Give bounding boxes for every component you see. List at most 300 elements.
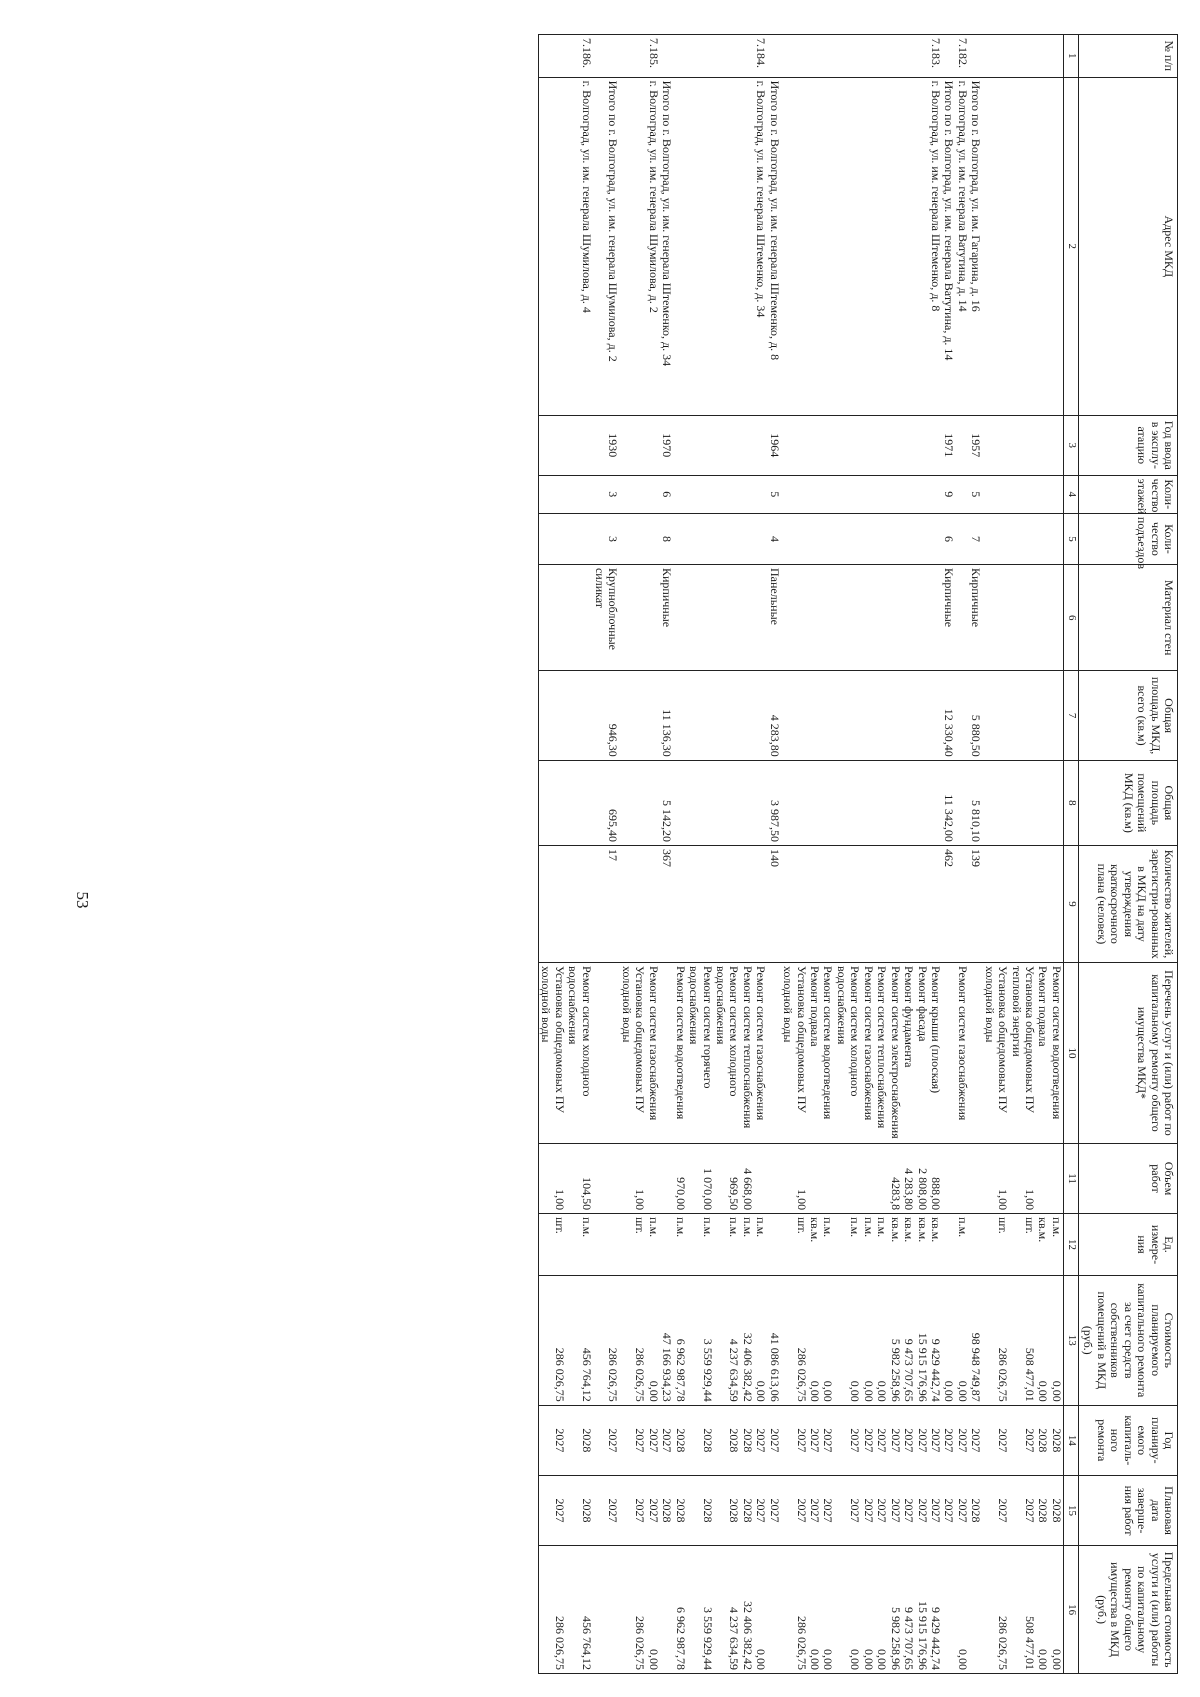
planned-cost-cell: 0,00: [646, 1275, 659, 1405]
row-number-cell: [942, 35, 955, 78]
cost-limit-cell: 0,00: [861, 1546, 874, 1674]
address-cell: [1036, 77, 1049, 415]
year-built-cell: [861, 416, 874, 476]
year-built-cell: [929, 416, 942, 476]
table-row: [808, 35, 821, 1674]
year-built-cell: 1964: [767, 416, 780, 476]
unit-cell: шт.: [538, 1214, 565, 1276]
floors-cell: [808, 475, 821, 513]
residents-cell: [646, 845, 659, 962]
planned-cost-cell: 32 406 382,42: [740, 1275, 753, 1405]
total-area-cell: 5 880,50: [969, 671, 982, 760]
year-built-cell: [538, 416, 565, 476]
planned-cost-cell: 0,00: [1050, 1275, 1064, 1405]
column-number-5: 5: [1063, 513, 1078, 564]
page-number: 53: [73, 891, 92, 909]
work-volume-cell: [660, 1143, 673, 1213]
entrances-cell: 4: [767, 513, 780, 564]
wall-material-cell: [955, 564, 968, 670]
work-volume-cell: 1 070,00: [687, 1143, 714, 1213]
completion-date-cell: 2027: [1009, 1475, 1036, 1545]
address-cell: [875, 77, 888, 415]
planned-cost-cell: 286 026,75: [538, 1275, 565, 1405]
table-header-row: [1078, 35, 1177, 1674]
completion-date-cell: 2027: [915, 1475, 928, 1545]
address-cell: Итого по г. Волгоград, ул. им. генерала Ватутина, д. 14: [942, 77, 955, 415]
address-cell: г. Волгоград, ул. им. генерала Шумилова, д. 2: [646, 77, 659, 415]
premises-area-cell: [687, 760, 714, 845]
wall-material-cell: [861, 564, 874, 670]
total-area-cell: [566, 671, 593, 760]
residents-cell: [687, 845, 714, 962]
address-cell: Итого по г. Волгоград, ул. им. Гагарина, д. 16: [969, 77, 982, 415]
planned-year-cell: 2028: [673, 1405, 686, 1475]
work-type-cell: Ремонт систем холодного водоснабжения: [566, 963, 593, 1144]
cost-limit-cell: 6 962 987,78: [673, 1546, 686, 1674]
row-number-cell: [982, 35, 1009, 78]
entrances-cell: [915, 513, 928, 564]
table-row: [1036, 35, 1049, 1674]
floors-cell: [955, 475, 968, 513]
row-number-cell: [821, 35, 834, 78]
column-number-12: 12: [1063, 1214, 1078, 1276]
year-built-cell: [1009, 416, 1036, 476]
planned-year-cell: 2028: [1050, 1405, 1064, 1475]
column-number-10: 10: [1063, 963, 1078, 1144]
floors-cell: 9: [942, 475, 955, 513]
entrances-cell: [754, 513, 767, 564]
address-cell: [687, 77, 714, 415]
work-volume-cell: [767, 1143, 780, 1213]
row-number-cell: [1050, 35, 1064, 78]
row-number-cell: [620, 35, 647, 78]
address-cell: [714, 77, 741, 415]
table-body: [538, 35, 1063, 1674]
residents-cell: [781, 845, 808, 962]
planned-cost-cell: 0,00: [875, 1275, 888, 1405]
completion-date-cell: 2028: [1050, 1475, 1064, 1545]
wall-material-cell: Кирпичные: [969, 564, 982, 670]
premises-area-cell: [955, 760, 968, 845]
unit-cell: кв.м.: [915, 1214, 928, 1276]
floors-cell: 5: [969, 475, 982, 513]
year-built-cell: [687, 416, 714, 476]
planned-cost-cell: 98 948 749,87: [969, 1275, 982, 1405]
column-header-2: Адрес МКД: [1078, 77, 1177, 415]
address-cell: Итого по г. Волгоград, ул. им. генерала Штеменко, д. 34: [660, 77, 673, 415]
work-volume-cell: 969,50: [714, 1143, 741, 1213]
work-volume-cell: 1,00: [538, 1143, 565, 1213]
address-cell: [888, 77, 901, 415]
planned-cost-cell: 9 429 442,74: [929, 1275, 942, 1405]
cost-limit-cell: 9 473 707,65: [902, 1546, 915, 1674]
entrances-cell: [620, 513, 647, 564]
total-area-cell: [888, 671, 901, 760]
planned-cost-cell: 456 764,12: [566, 1275, 593, 1405]
year-built-cell: 1930: [593, 416, 620, 476]
total-area-cell: [875, 671, 888, 760]
row-number-cell: [593, 35, 620, 78]
premises-area-cell: [646, 760, 659, 845]
premises-area-cell: 11 342,00: [942, 760, 955, 845]
residents-cell: 462: [942, 845, 955, 962]
entrances-cell: [1009, 513, 1036, 564]
work-volume-cell: [942, 1143, 955, 1213]
planned-year-cell: 2027: [646, 1405, 659, 1475]
completion-date-cell: 2027: [861, 1475, 874, 1545]
year-built-cell: [566, 416, 593, 476]
cost-limit-cell: 456 764,12: [566, 1546, 593, 1674]
work-volume-cell: [875, 1143, 888, 1213]
planned-cost-cell: 286 026,75: [982, 1275, 1009, 1405]
residents-cell: [902, 845, 915, 962]
work-type-cell: Ремонт фасада: [915, 963, 928, 1144]
floors-cell: [915, 475, 928, 513]
row-number-cell: 7.184.: [754, 35, 767, 78]
address-cell: [915, 77, 928, 415]
table-row: [673, 35, 686, 1674]
residents-cell: [1009, 845, 1036, 962]
year-built-cell: [714, 416, 741, 476]
total-area-cell: [835, 671, 862, 760]
unit-cell: п.м.: [673, 1214, 686, 1276]
residents-cell: 140: [767, 845, 780, 962]
table-row: [593, 35, 620, 1674]
planned-cost-cell: 5 982 258,96: [888, 1275, 901, 1405]
floors-cell: [875, 475, 888, 513]
column-header-6: Материал стен: [1078, 564, 1177, 670]
work-type-cell: Ремонт систем холодного водоснабжения: [835, 963, 862, 1144]
entrances-cell: [888, 513, 901, 564]
entrances-cell: [835, 513, 862, 564]
completion-date-cell: 2028: [673, 1475, 686, 1545]
row-number-cell: [902, 35, 915, 78]
address-cell: [1050, 77, 1064, 415]
work-volume-cell: [646, 1143, 659, 1213]
residents-cell: [875, 845, 888, 962]
work-volume-cell: [593, 1143, 620, 1213]
address-cell: [538, 77, 565, 415]
planned-year-cell: 2027: [1009, 1405, 1036, 1475]
completion-date-cell: 2027: [754, 1475, 767, 1545]
floors-cell: [714, 475, 741, 513]
table-row: [1009, 35, 1036, 1674]
wall-material-cell: [687, 564, 714, 670]
planned-year-cell: 2027: [808, 1405, 821, 1475]
completion-date-cell: 2027: [929, 1475, 942, 1545]
cost-limit-cell: [942, 1546, 955, 1674]
column-number-8: 8: [1063, 760, 1078, 845]
planned-year-cell: 2027: [982, 1405, 1009, 1475]
completion-date-cell: 2027: [875, 1475, 888, 1545]
work-type-cell: [660, 963, 673, 1144]
wall-material-cell: [566, 564, 593, 670]
table-row: [566, 35, 593, 1674]
premises-area-cell: [808, 760, 821, 845]
work-type-cell: Ремонт систем холодного водоснабжения: [714, 963, 741, 1144]
year-built-cell: [982, 416, 1009, 476]
work-type-cell: Установка общедомовых ПУ холодной воды: [538, 963, 565, 1144]
planned-year-cell: 2027: [754, 1405, 767, 1475]
premises-area-cell: [673, 760, 686, 845]
premises-area-cell: [929, 760, 942, 845]
table-row: [660, 35, 673, 1674]
work-volume-cell: 970,00: [673, 1143, 686, 1213]
cost-limit-cell: 0,00: [646, 1546, 659, 1674]
work-volume-cell: 2 808,00: [915, 1143, 928, 1213]
year-built-cell: 1971: [942, 416, 955, 476]
planned-cost-cell: 47 166 934,23: [660, 1275, 673, 1405]
residents-cell: [982, 845, 1009, 962]
wall-material-cell: [781, 564, 808, 670]
wall-material-cell: [1009, 564, 1036, 670]
floors-cell: [781, 475, 808, 513]
wall-material-cell: [714, 564, 741, 670]
planned-cost-cell: 4 237 634,59: [714, 1275, 741, 1405]
premises-area-cell: [861, 760, 874, 845]
unit-cell: п.м.: [740, 1214, 753, 1276]
cost-limit-cell: [767, 1546, 780, 1674]
premises-area-cell: [821, 760, 834, 845]
floors-cell: [929, 475, 942, 513]
year-built-cell: [620, 416, 647, 476]
work-volume-cell: 888,00: [929, 1143, 942, 1213]
row-number-cell: [861, 35, 874, 78]
unit-cell: кв.м.: [929, 1214, 942, 1276]
premises-area-cell: [538, 760, 565, 845]
planned-year-cell: 2027: [620, 1405, 647, 1475]
residents-cell: [888, 845, 901, 962]
completion-date-cell: 2028: [969, 1475, 982, 1545]
completion-date-cell: 2027: [808, 1475, 821, 1545]
work-type-cell: Ремонт подвала: [808, 963, 821, 1144]
column-number-9: 9: [1063, 845, 1078, 962]
planned-year-cell: 2028: [687, 1405, 714, 1475]
work-type-cell: [942, 963, 955, 1144]
total-area-cell: 12 330,40: [942, 671, 955, 760]
completion-date-cell: 2027: [593, 1475, 620, 1545]
premises-area-cell: [566, 760, 593, 845]
table-row: [888, 35, 901, 1674]
address-cell: [861, 77, 874, 415]
work-type-cell: Ремонт систем электроснабжения: [888, 963, 901, 1144]
table-row: [875, 35, 888, 1674]
completion-date-cell: 2027: [646, 1475, 659, 1545]
column-header-10: Перечень услуг и (или) работ по капитальному ремонту общего имущества МКД*: [1078, 963, 1177, 1144]
total-area-cell: [714, 671, 741, 760]
total-area-cell: [1036, 671, 1049, 760]
year-built-cell: [808, 416, 821, 476]
table-row: [714, 35, 741, 1674]
entrances-cell: [1050, 513, 1064, 564]
residents-cell: 367: [660, 845, 673, 962]
planned-year-cell: 2027: [929, 1405, 942, 1475]
premises-area-cell: [888, 760, 901, 845]
work-type-cell: Ремонт систем газоснабжения: [646, 963, 659, 1144]
floors-cell: 6: [660, 475, 673, 513]
total-area-cell: [821, 671, 834, 760]
planned-year-cell: 2027: [942, 1405, 955, 1475]
table-column-number-row: [1063, 35, 1078, 1674]
premises-area-cell: [754, 760, 767, 845]
table-row: [821, 35, 834, 1674]
entrances-cell: 7: [969, 513, 982, 564]
premises-area-cell: [902, 760, 915, 845]
address-cell: [781, 77, 808, 415]
unit-cell: кв.м.: [1036, 1214, 1049, 1276]
planned-cost-cell: 508 477,01: [1009, 1275, 1036, 1405]
column-number-14: 14: [1063, 1405, 1078, 1475]
premises-area-cell: 3 987,50: [767, 760, 780, 845]
work-volume-cell: 104,50: [566, 1143, 593, 1213]
wall-material-cell: [888, 564, 901, 670]
year-built-cell: [673, 416, 686, 476]
premises-area-cell: [915, 760, 928, 845]
column-number-6: 6: [1063, 564, 1078, 670]
premises-area-cell: [620, 760, 647, 845]
planned-year-cell: 2027: [888, 1405, 901, 1475]
premises-area-cell: [740, 760, 753, 845]
floors-cell: [1050, 475, 1064, 513]
year-built-cell: [888, 416, 901, 476]
year-built-cell: [781, 416, 808, 476]
row-number-cell: 7.182.: [955, 35, 968, 78]
entrances-cell: [714, 513, 741, 564]
premises-area-cell: [1050, 760, 1064, 845]
completion-date-cell: 2027: [955, 1475, 968, 1545]
wall-material-cell: [821, 564, 834, 670]
planned-cost-cell: 0,00: [754, 1275, 767, 1405]
unit-cell: п.м.: [754, 1214, 767, 1276]
wall-material-cell: [902, 564, 915, 670]
completion-date-cell: 2027: [888, 1475, 901, 1545]
entrances-cell: [861, 513, 874, 564]
floors-cell: [646, 475, 659, 513]
work-volume-cell: [1036, 1143, 1049, 1213]
cost-limit-cell: 286 026,75: [538, 1546, 565, 1674]
column-number-13: 13: [1063, 1275, 1078, 1405]
entrances-cell: [687, 513, 714, 564]
column-number-7: 7: [1063, 671, 1078, 760]
completion-date-cell: 2028: [566, 1475, 593, 1545]
work-type-cell: Ремонт систем теплоснабжения: [875, 963, 888, 1144]
planned-year-cell: 2027: [861, 1405, 874, 1475]
total-area-cell: [754, 671, 767, 760]
cost-limit-cell: 0,00: [835, 1546, 862, 1674]
cost-limit-cell: 4 237 634,59: [714, 1546, 741, 1674]
work-type-cell: Ремонт систем газоснабжения: [955, 963, 968, 1144]
work-type-cell: Ремонт систем газоснабжения: [861, 963, 874, 1144]
premises-area-cell: 5 142,20: [660, 760, 673, 845]
unit-cell: п.м.: [955, 1214, 968, 1276]
planned-year-cell: 2028: [714, 1405, 741, 1475]
work-volume-cell: 4283,8: [888, 1143, 901, 1213]
completion-date-cell: 2028: [1036, 1475, 1049, 1545]
cost-limit-cell: 0,00: [821, 1546, 834, 1674]
cost-limit-cell: 9 429 442,74: [929, 1546, 942, 1674]
residents-cell: [915, 845, 928, 962]
unit-cell: п.м.: [835, 1214, 862, 1276]
residents-cell: [620, 845, 647, 962]
row-number-cell: [875, 35, 888, 78]
table-row: [861, 35, 874, 1674]
total-area-cell: [1050, 671, 1064, 760]
row-number-cell: [915, 35, 928, 78]
residents-cell: [955, 845, 968, 962]
work-type-cell: Ремонт систем газоснабжения: [754, 963, 767, 1144]
table-row: [538, 35, 565, 1674]
address-cell: г. Волгоград, ул. им. генерала Ватутина, д. 14: [955, 77, 968, 415]
column-number-2: 2: [1063, 77, 1078, 415]
year-built-cell: [902, 416, 915, 476]
total-area-cell: [955, 671, 968, 760]
row-number-cell: [888, 35, 901, 78]
unit-cell: шт.: [620, 1214, 647, 1276]
cost-limit-cell: 15 915 176,96: [915, 1546, 928, 1674]
planned-cost-cell: 0,00: [835, 1275, 862, 1405]
completion-date-cell: 2027: [620, 1475, 647, 1545]
completion-date-cell: 2028: [687, 1475, 714, 1545]
unit-cell: шт.: [982, 1214, 1009, 1276]
entrances-cell: 6: [942, 513, 955, 564]
cost-limit-cell: 286 026,75: [620, 1546, 647, 1674]
planned-cost-cell: 286 026,75: [781, 1275, 808, 1405]
work-volume-cell: [821, 1143, 834, 1213]
work-type-cell: Ремонт фундамента: [902, 963, 915, 1144]
floors-cell: 3: [593, 475, 620, 513]
planned-year-cell: 2027: [902, 1405, 915, 1475]
unit-cell: [593, 1214, 620, 1276]
row-number-cell: [808, 35, 821, 78]
table-row: [646, 35, 659, 1674]
wall-material-cell: [982, 564, 1009, 670]
entrances-cell: [955, 513, 968, 564]
unit-cell: [969, 1214, 982, 1276]
row-number-cell: [538, 35, 565, 78]
cost-limit-cell: 0,00: [754, 1546, 767, 1674]
cost-limit-cell: 0,00: [1036, 1546, 1049, 1674]
floors-cell: [982, 475, 1009, 513]
work-volume-cell: [754, 1143, 767, 1213]
address-cell: [821, 77, 834, 415]
row-number-cell: [740, 35, 753, 78]
floors-cell: [538, 475, 565, 513]
work-type-cell: Установка общедомовых ПУ тепловой энергии: [1009, 963, 1036, 1144]
address-cell: г. Волгоград, ул. им. генерала Штеменко, д. 34: [754, 77, 767, 415]
year-built-cell: [740, 416, 753, 476]
wall-material-cell: [646, 564, 659, 670]
floors-cell: [1036, 475, 1049, 513]
row-number-cell: [714, 35, 741, 78]
planned-year-cell: 2028: [740, 1405, 753, 1475]
row-number-cell: [781, 35, 808, 78]
work-volume-cell: 1,00: [1009, 1143, 1036, 1213]
entrances-cell: [875, 513, 888, 564]
floors-cell: [687, 475, 714, 513]
address-cell: [673, 77, 686, 415]
cost-limit-cell: 286 026,75: [982, 1546, 1009, 1674]
cost-limit-cell: 0,00: [955, 1546, 968, 1674]
unit-cell: п.м.: [1050, 1214, 1064, 1276]
cost-limit-cell: 508 477,01: [1009, 1546, 1036, 1674]
floors-cell: [821, 475, 834, 513]
residents-cell: [1036, 845, 1049, 962]
entrances-cell: [566, 513, 593, 564]
residents-cell: [538, 845, 565, 962]
planned-cost-cell: 286 026,75: [593, 1275, 620, 1405]
work-volume-cell: [955, 1143, 968, 1213]
floors-cell: [888, 475, 901, 513]
